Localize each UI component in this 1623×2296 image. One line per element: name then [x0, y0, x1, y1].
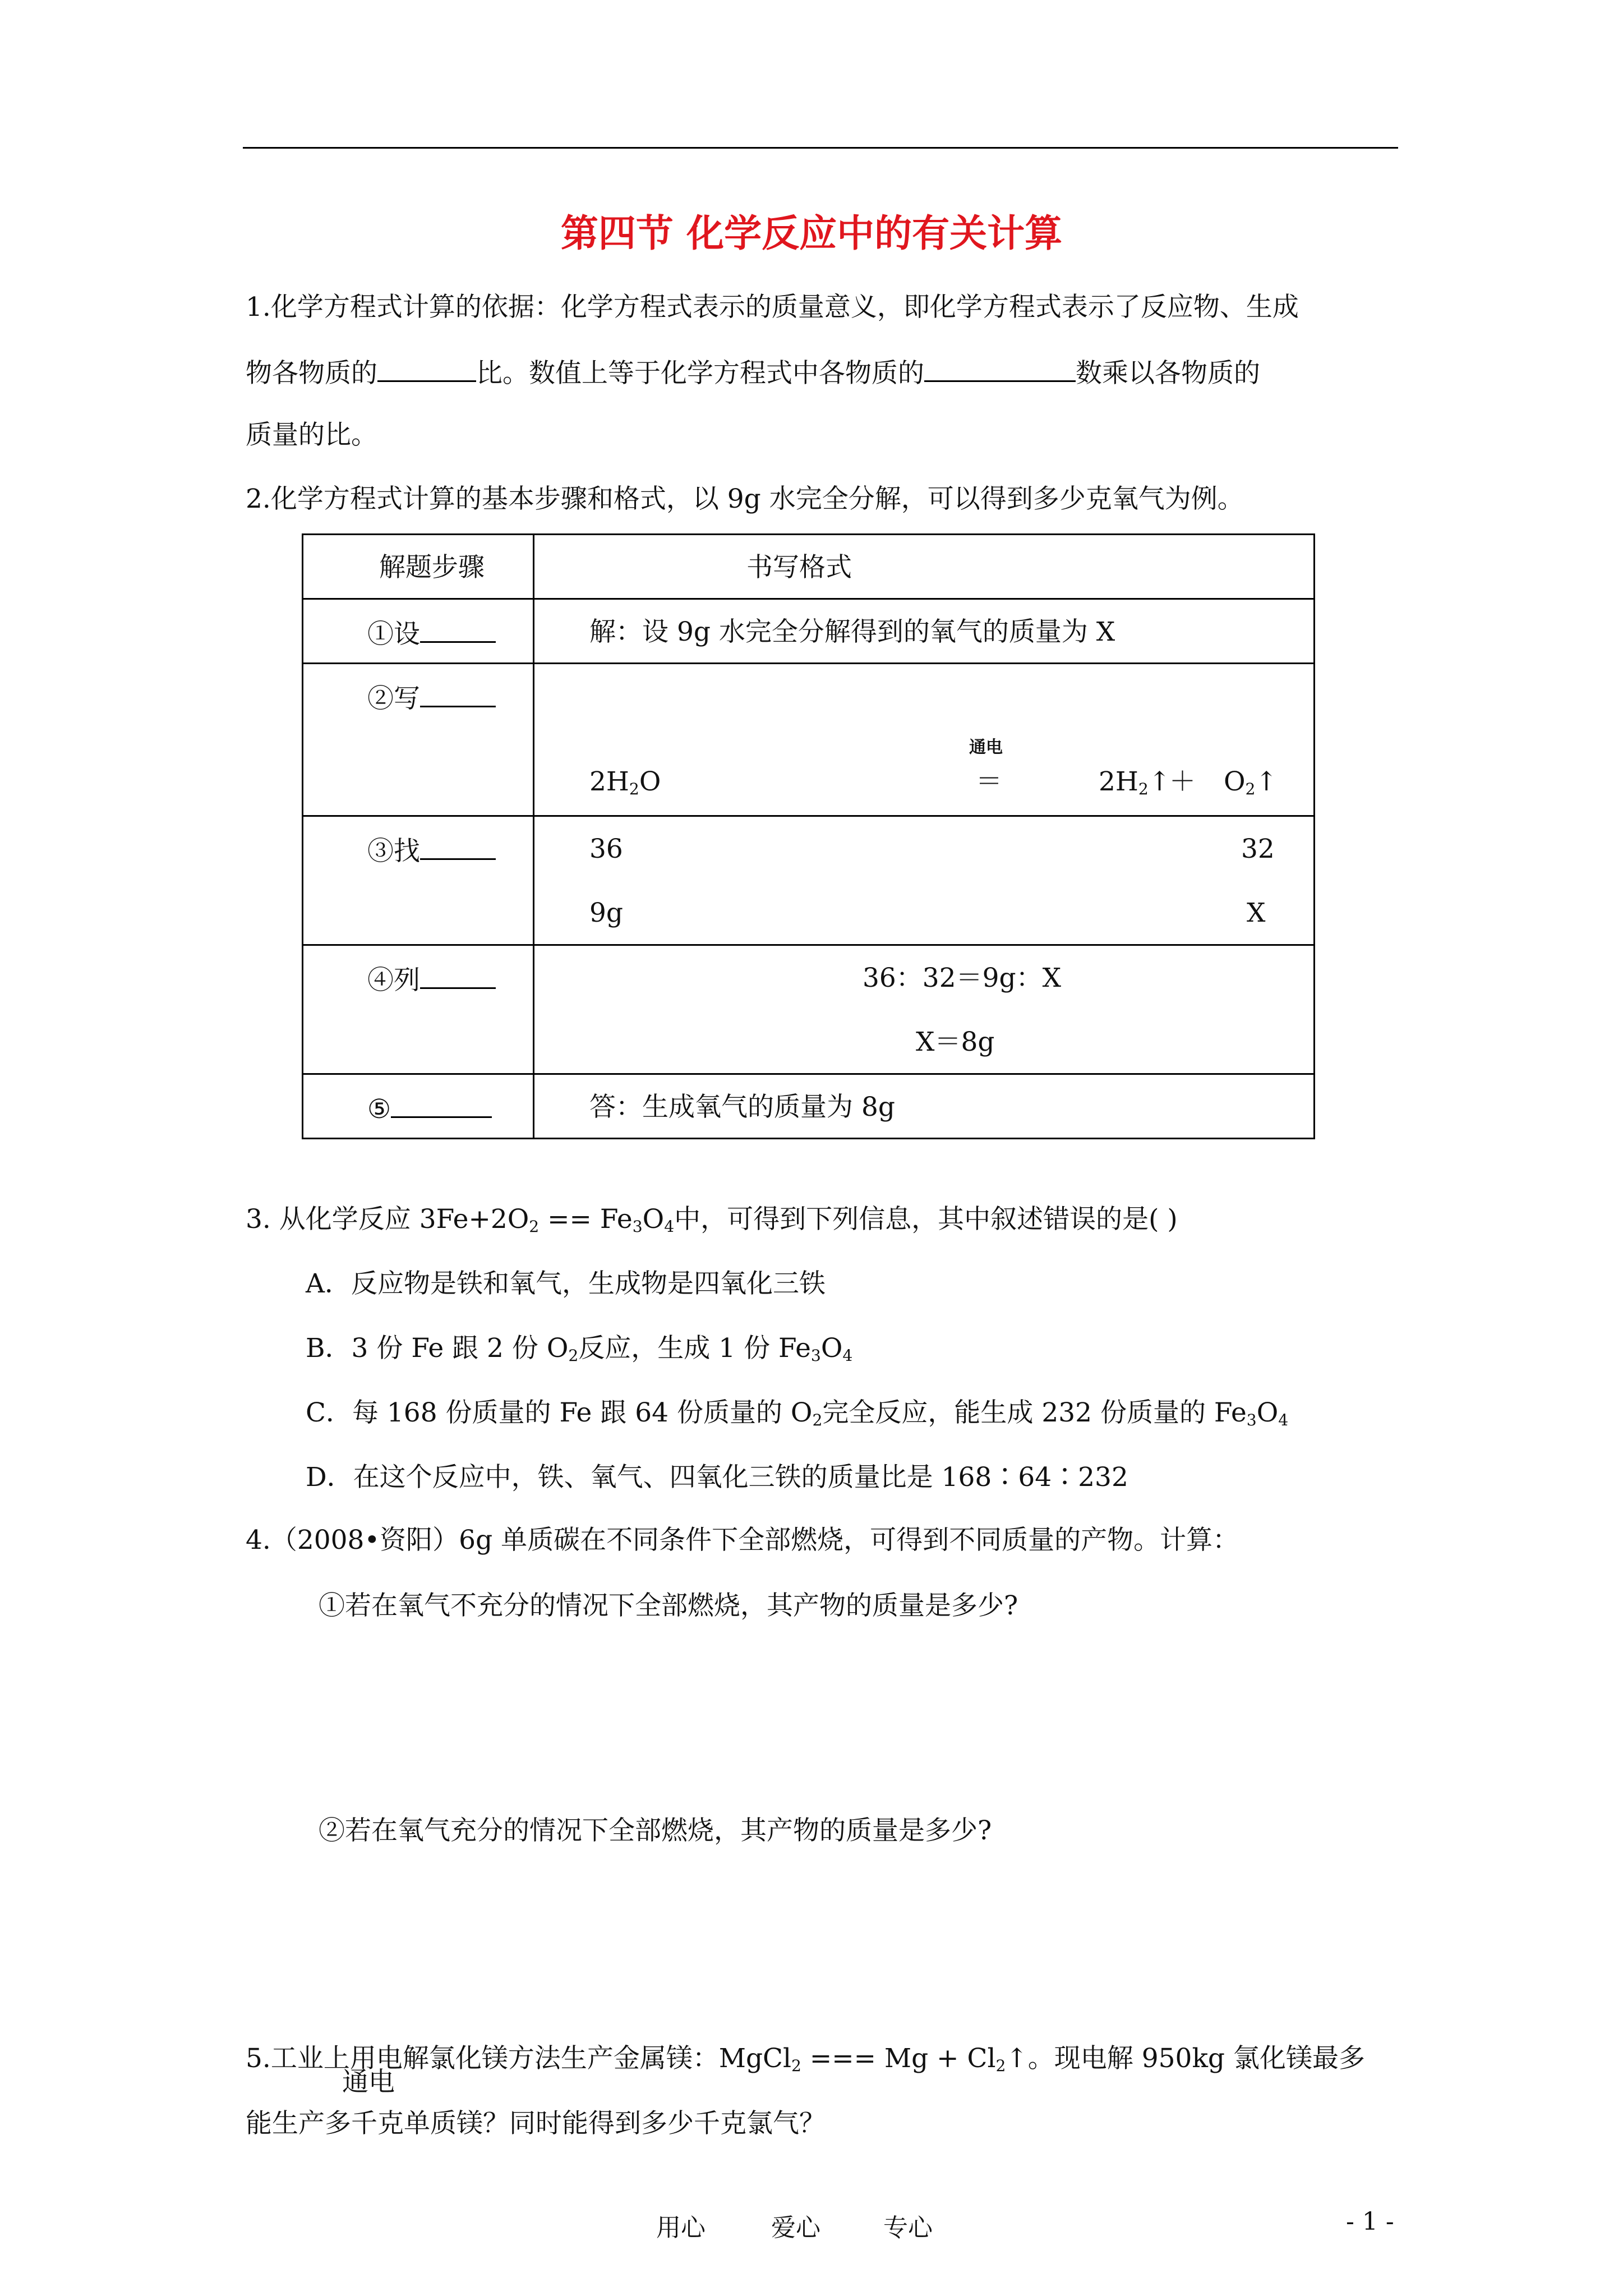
- header-format: 书写格式: [746, 552, 852, 583]
- eq-plus: ＋: [1169, 766, 1196, 797]
- q3-option-c[interactable]: C．每 168 份质量的 Fe 跟 64 份质量的 $O_2$完全反应，能生成 232 份质量的 $Fe_3O_4$: [306, 1397, 1289, 1430]
- step-3-blank[interactable]: [420, 836, 496, 860]
- step-5-content: 答：生成氧气的质量为 8g: [589, 1092, 895, 1122]
- q1-text-b: 比。数值上等于化学方程式中各物质的: [476, 358, 924, 389]
- step-1: ①设: [367, 619, 496, 647]
- ratio-a1: 36: [589, 834, 623, 864]
- q1-text-c: 数乘以各物质的: [1076, 358, 1260, 389]
- up-arrow-icon: ↑: [1255, 766, 1278, 797]
- eq-reactant: $2H_2O$: [589, 766, 661, 799]
- page-number: - 1 -: [1346, 2207, 1394, 2236]
- footer-text-2: 爱心: [771, 2214, 820, 2242]
- table-row: [303, 816, 1315, 945]
- footer-text-3: 专心: [883, 2214, 933, 2242]
- q1-blank-1[interactable]: [377, 358, 476, 382]
- solution-line: X＝8g: [916, 1027, 995, 1057]
- q1-text-a: 物各物质的: [246, 358, 377, 389]
- table-row: [303, 599, 1315, 664]
- q1-line1: 1.化学方程式计算的依据：化学方程式表示的质量意义，即化学方程式表示了反应物、生成: [246, 292, 1299, 323]
- q3-option-a[interactable]: A．反应物是铁和氧气，生成物是四氧化三铁: [306, 1268, 826, 1299]
- q4-sub2: ②若在氧气充分的情况下全部燃烧，其产物的质量是多少?: [319, 1815, 992, 1846]
- header-step: 解题步骤: [379, 552, 485, 583]
- step-3: ③找: [367, 836, 496, 864]
- step-2-blank[interactable]: [420, 683, 496, 707]
- eq-product-2: $O_2↑$: [1224, 766, 1278, 799]
- q4-stem: 4.（2008•资阳）6g 单质碳在不同条件下全部燃烧，可得到不同质量的产物。计算：: [246, 1525, 1239, 1556]
- q1-line2: [246, 358, 1260, 389]
- page-title: 第四节 化学反应中的有关计算: [560, 211, 1063, 255]
- table-row: [303, 1074, 1315, 1139]
- q3-option-d[interactable]: D．在这个反应中，铁、氧气、四氧化三铁的质量比是 168∶64∶232: [306, 1462, 1128, 1493]
- q1-blank-2[interactable]: [924, 358, 1076, 382]
- step-1-content: 解：设 9g 水完全分解得到的氧气的质量为 X: [589, 616, 1115, 647]
- step-5: ⑤: [367, 1094, 492, 1122]
- header-rule: [243, 147, 1398, 149]
- steps-table: [302, 533, 1315, 1139]
- table-row: [303, 945, 1315, 1074]
- step-4: ④列: [367, 965, 496, 993]
- ratio-b2: X: [1247, 898, 1266, 928]
- q3-option-b[interactable]: B．3 份 Fe 跟 2 份 $O_2$反应，生成 1 份 $Fe_3O_4$: [306, 1333, 853, 1365]
- q5-condition: 通电: [342, 2067, 395, 2097]
- step-2: ②写: [367, 683, 496, 712]
- q3-stem: 3. 从化学反应 $3Fe+2O_2 == Fe_3O_4$中，可得到下列信息，其中叙述错误的是( ): [246, 1204, 1178, 1236]
- q5-line2: 能生产多千克单质镁？同时能得到多少千克氯气？: [246, 2108, 826, 2139]
- footer-text-1: 用心: [656, 2214, 706, 2242]
- proportion-line: 36：32＝9g：X: [863, 963, 1062, 993]
- eq-product-1: $2H_2↑$: [1099, 766, 1171, 799]
- table-row: [303, 664, 1315, 816]
- ratio-b1: 32: [1241, 834, 1275, 864]
- step-1-blank[interactable]: [420, 619, 496, 643]
- eq-condition: 通电: [969, 738, 1003, 757]
- q5-line1: 5.工业上用电解氯化镁方法生产金属镁：MgCl$_2$ === $Mg + Cl_2↑$。现电解 950kg 氯化镁最多: [246, 2043, 1365, 2076]
- q2-intro: 2.化学方程式计算的基本步骤和格式，以 9g 水完全分解，可以得到多少克氧气为例。: [246, 484, 1244, 514]
- step-4-blank[interactable]: [420, 965, 496, 989]
- ratio-a2: 9g: [589, 898, 623, 928]
- q1-line3: 质量的比。: [246, 420, 377, 450]
- q4-sub1: ①若在氧气不充分的情况下全部燃烧，其产物的质量是多少?: [319, 1590, 1018, 1621]
- step-5-blank[interactable]: [391, 1094, 492, 1118]
- up-arrow-icon: ↑: [1148, 766, 1171, 797]
- table-header-row: [303, 535, 1315, 599]
- eq-sign: ＝: [976, 766, 1002, 797]
